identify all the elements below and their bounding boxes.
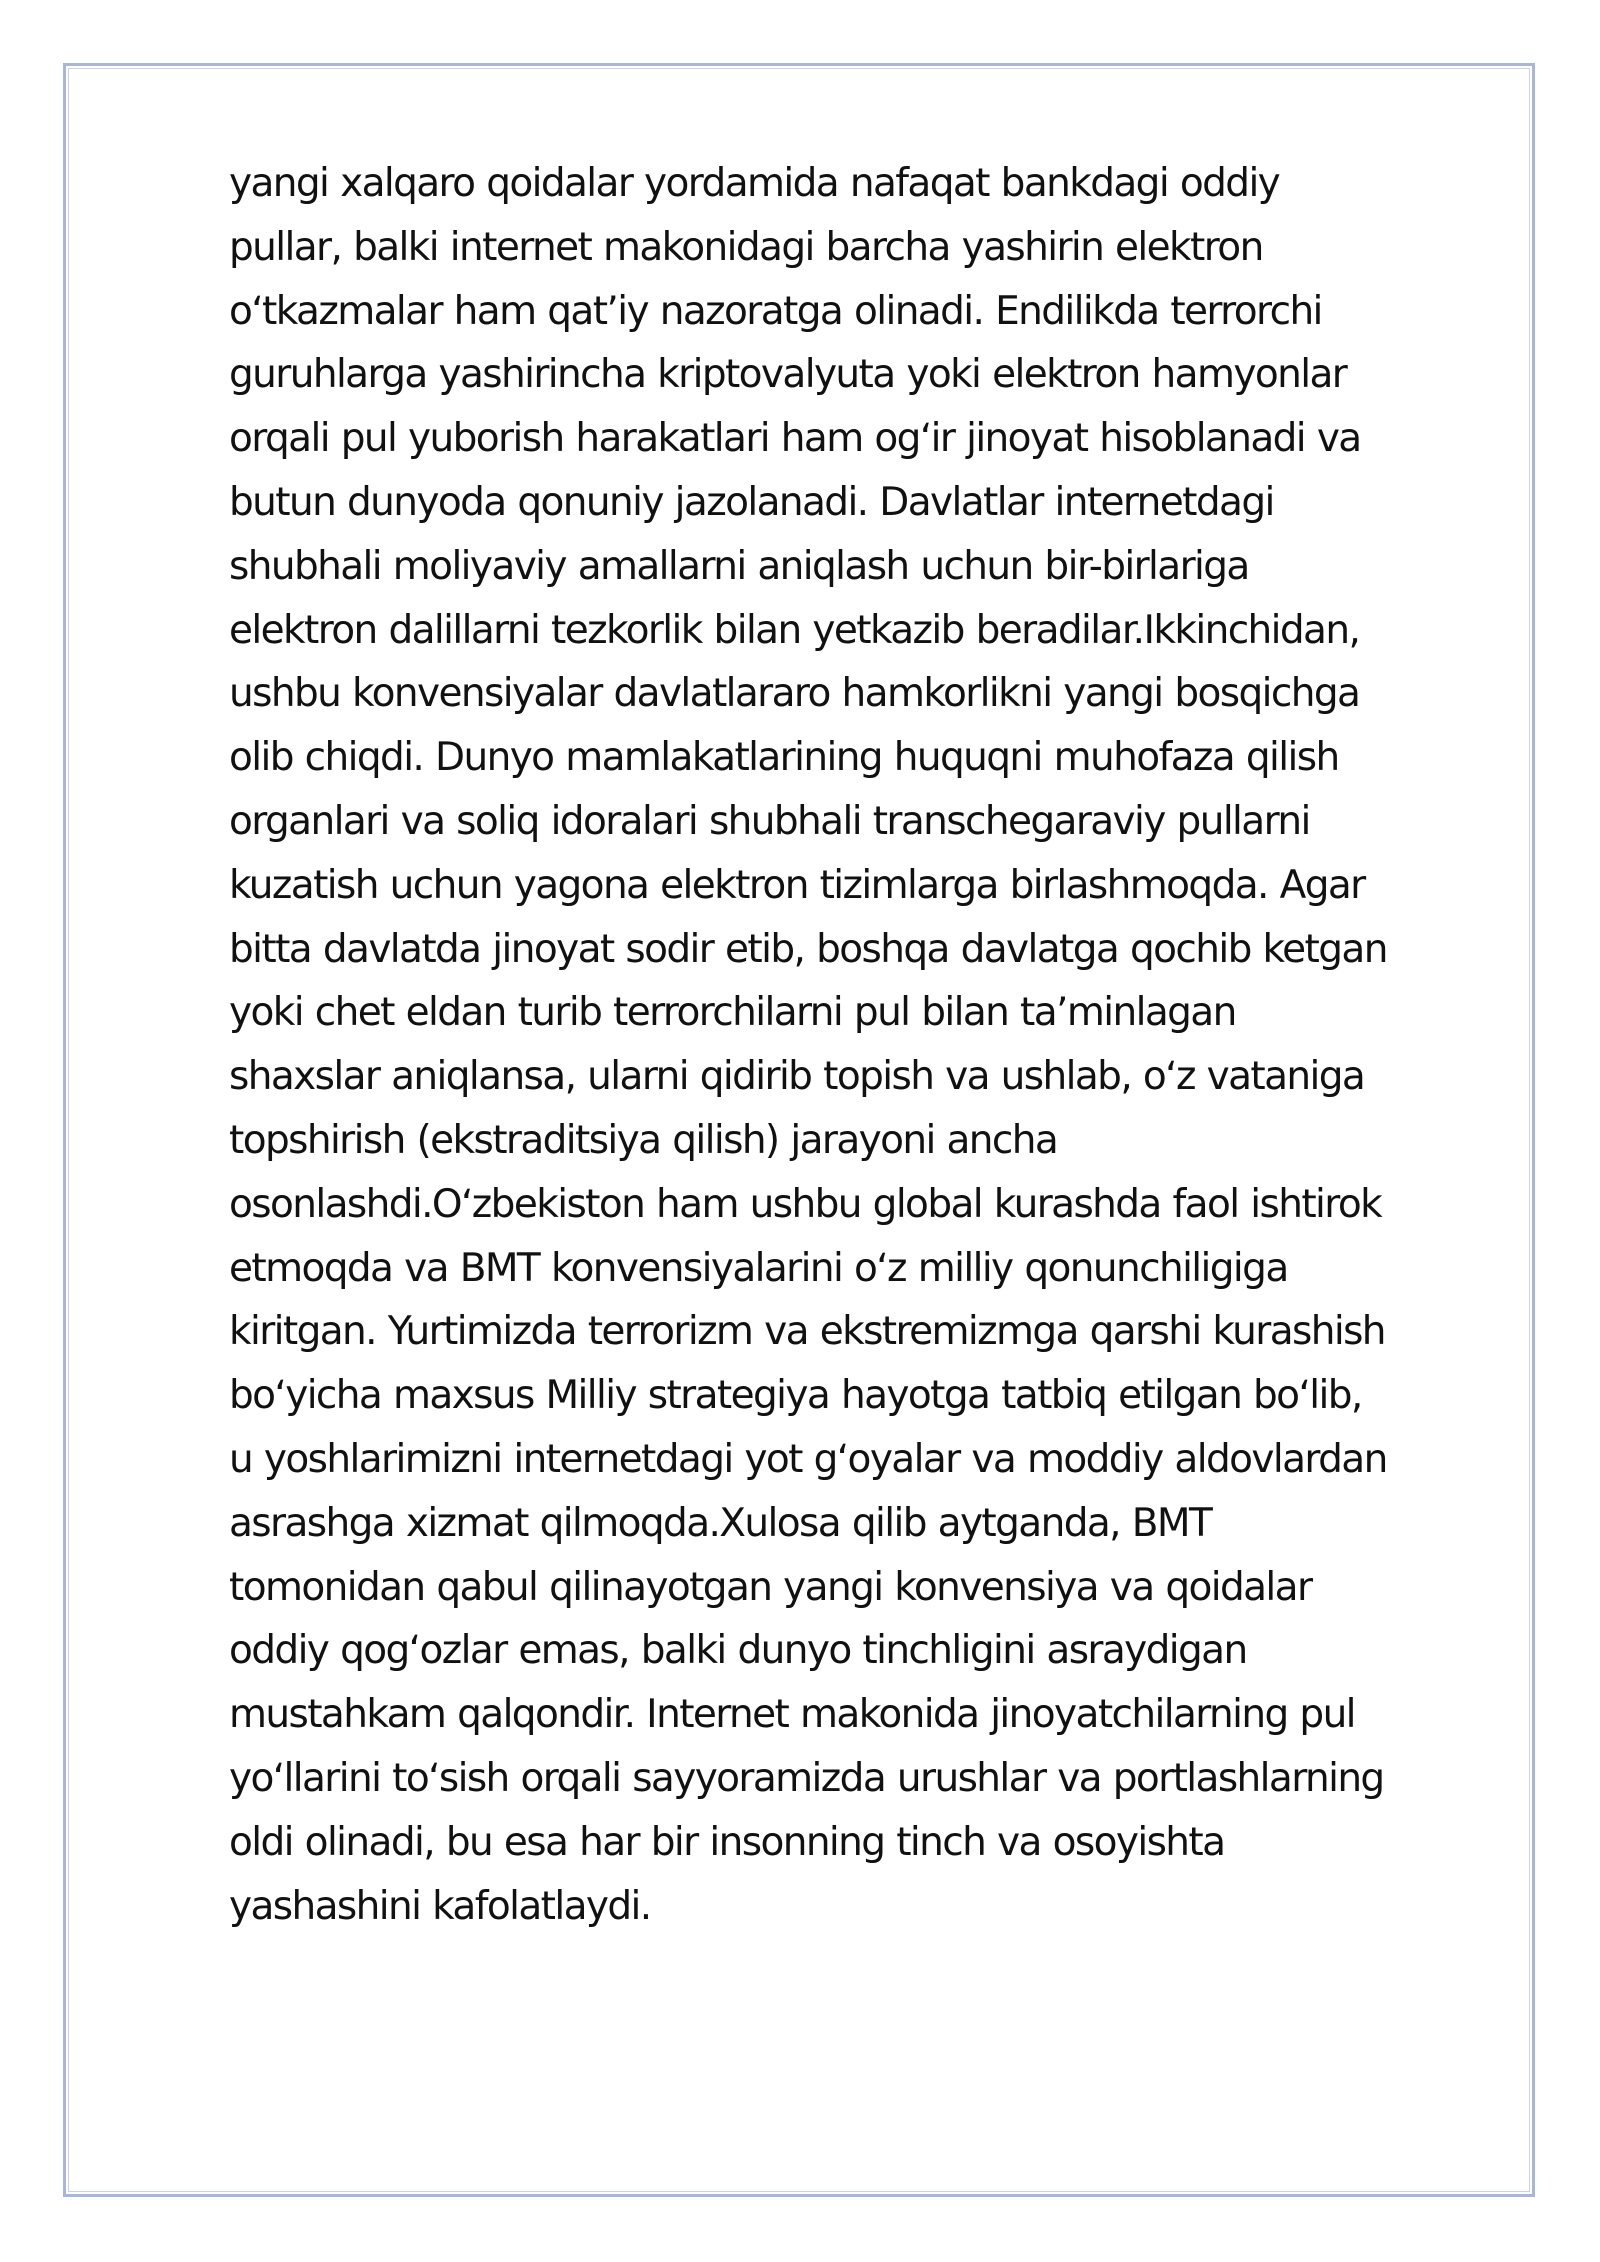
text-line: shaxslar aniqlansa, ularni qidirib topish va ushlab, oʻz vataniga bbox=[229, 1054, 1365, 1100]
text-line: yashashini kafolatlaydi. bbox=[229, 1883, 651, 1929]
text-line: topshirish (ekstraditsiya qilish) jarayoni ancha bbox=[229, 1117, 1058, 1163]
text-line: u yoshlarimizni internetdagi yot gʻoyalar va moddiy aldovlardan bbox=[229, 1436, 1387, 1482]
text-line: oldi olinadi, bu esa har bir insonning tinch va osoyishta bbox=[229, 1819, 1225, 1865]
text-line: orqali pul yuborish harakatlari ham ogʻir jinoyat hisoblanadi va bbox=[229, 416, 1361, 462]
text-line: ushbu konvensiyalar davlatlararo hamkorlikni yangi bosqichga bbox=[229, 671, 1360, 717]
text-line: guruhlarga yashirincha kriptovalyuta yoki elektron hamyonlar bbox=[229, 352, 1347, 398]
text-line: asrashga xizmat qilmoqda.Xulosa qilib aytganda, BMT bbox=[229, 1500, 1212, 1546]
text-line: elektron dalillarni tezkorlik bilan yetkazib beradilar.Ikkinchidan, bbox=[229, 607, 1360, 653]
text-line: oʻtkazmalar ham qatʼiy nazoratga olinadi. Endilikda terrorchi bbox=[229, 288, 1322, 334]
text-line: olib chiqdi. Dunyo mamlakatlarining huquqni muhofaza qilish bbox=[229, 735, 1339, 781]
text-line: pullar, balki internet makonidagi barcha yashirin elektron bbox=[229, 224, 1263, 270]
text-line: kuzatish uchun yagona elektron tizimlarga birlashmoqda. Agar bbox=[229, 862, 1365, 908]
text-line: butun dunyoda qonuniy jazolanadi. Davlatlar internetdagi bbox=[229, 479, 1274, 525]
text-line: mustahkam qalqondir. Internet makonida jinoyatchilarning pul bbox=[229, 1692, 1355, 1738]
text-line: kiritgan. Yurtimizda terrorizm va ekstremizmga qarshi kurashish bbox=[229, 1309, 1385, 1355]
text-line: yoʻllarini toʻsish orqali sayyoramizda urushlar va portlashlarning bbox=[229, 1755, 1384, 1801]
text-line: tomonidan qabul qilinayotgan yangi konvensiya va qoidalar bbox=[229, 1564, 1312, 1610]
text-line: osonlashdi.Oʻzbekiston ham ushbu global kurashda faol ishtirok bbox=[229, 1181, 1382, 1227]
text-line: yangi xalqaro qoidalar yordamida nafaqat bankdagi oddiy bbox=[229, 161, 1280, 206]
body-paragraph bbox=[229, 152, 1529, 1938]
text-line: etmoqda va BMT konvensiyalarini oʻz milliy qonunchiligiga bbox=[229, 1245, 1288, 1291]
text-line: organlari va soliq idoralari shubhali transchegaraviy pullarni bbox=[229, 798, 1310, 844]
text-line: shubhali moliyaviy amallarni aniqlash uchun bir-birlariga bbox=[229, 543, 1249, 589]
text-line: yoki chet eldan turib terrorchilarni pul bilan taʼminlagan bbox=[229, 990, 1236, 1036]
text-line: oddiy qogʻozlar emas, balki dunyo tinchligini asraydigan bbox=[229, 1628, 1247, 1674]
text-line: bitta davlatda jinoyat sodir etib, boshqa davlatga qochib ketgan bbox=[229, 926, 1387, 972]
text-line: boʻyicha maxsus Milliy strategiya hayotga tatbiq etilgan boʻlib, bbox=[229, 1373, 1362, 1419]
